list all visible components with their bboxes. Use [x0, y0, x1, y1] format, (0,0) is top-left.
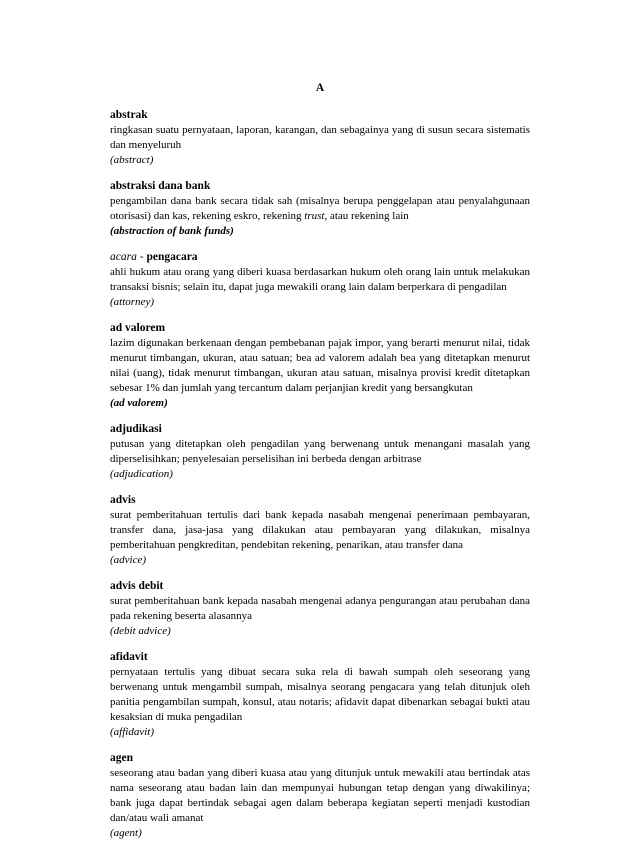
glossary-page	[110, 82, 530, 852]
entry-term: pengacara	[146, 251, 198, 263]
entry-definition: lazim digunakan berkenaan dengan pembebanan pajak impor, yang berarti menurut nilai, tidak menurut timbangan, ukuran, atau satuan; bea ad valorem adalah bea yang ditetapkan menurut nilai (uang), tidak menurut timbangan, ukuran atau satuan, misalnya provisi kredit ditetapkan sebesar 1% dan jumlah yang tercantum dalam perjanjian kredit yang bersangkutan	[110, 337, 530, 394]
entry-term: advis	[110, 494, 136, 506]
glossary-entry	[110, 650, 530, 740]
glossary-entry	[110, 108, 530, 168]
entry-definition: surat pemberitahuan bank kepada nasabah mengenai adanya pengurangan atau perubahan dana pada rekening beserta alasannya	[110, 595, 530, 622]
definition-text: pengambilan dana bank secara tidak sah (misalnya berupa penggelapan atau penyalahgunaan otorisasi) dan kas, rekening eskro, rekening	[110, 195, 530, 222]
entry-english-term: (attorney)	[110, 296, 154, 308]
entry-term: abstrak	[110, 109, 148, 121]
section-letter-heading: A	[315, 82, 325, 94]
entry-term: adjudikasi	[110, 423, 162, 435]
entry-english-term: (adjudication)	[110, 468, 173, 480]
entry-definition: pernyataan tertulis yang dibuat secara suka rela di bawah sumpah oleh seseorang yang berwenang untuk mengambil sumpah, misalnya seorang pengacara yang telah ditunjuk oleh panitia pengambilan sumpah, konsul, atau notaris; afidavit dapat dibenarkan sebagai bukti atau kesaksian di muka pengadilan	[110, 666, 530, 723]
glossary-entry	[110, 321, 530, 411]
entry-definition: ahli hukum atau orang yang diberi kuasa berdasarkan hukum oleh orang lain untuk melakukan transaksi bisnis; selain itu, dapat juga mewakili orang lain dalam berperkara di pengadilan	[110, 266, 530, 293]
entry-term: agen	[110, 752, 133, 764]
entry-definition	[110, 194, 530, 224]
entry-english-term: (abstraction of bank funds)	[110, 225, 234, 237]
entry-definition: surat pemberitahuan tertulis dari bank kepada nasabah mengenai penerimaan pembayaran, transfer dana, jasa-jasa yang dilakukan atau pembayaran yang dilakukan, misalnya pemberitahuan pengkreditan, pendebitan rekening, penarikan, atau transfer dana	[110, 509, 530, 551]
glossary-entry	[110, 422, 530, 482]
glossary-entry	[110, 493, 530, 568]
entry-english-term: (ad valorem)	[110, 397, 168, 409]
entry-term-line	[110, 250, 530, 265]
entry-definition: seseorang atau badan yang diberi kuasa atau yang ditunjuk untuk mewakili atau bertindak atas nama seseorang atau badan lain dan mempunyai hubungan tetap dengan yang diwakilinya; bank juga dapat bertindak sebagai agen dalam beberapa kegiatan seperti menjadi kustodian dan/atau wali amanat	[110, 767, 530, 824]
glossary-entry	[110, 250, 530, 310]
definition-text: atau rekening lain	[327, 210, 409, 222]
entry-english-term: (agent)	[110, 827, 142, 839]
glossary-entry	[110, 751, 530, 841]
entry-english-term: (advice)	[110, 554, 147, 566]
entry-english-term: (debit advice)	[110, 625, 171, 637]
entry-definition: putusan yang ditetapkan oleh pengadilan yang berwenang untuk menangani masalah yang diperselisihkan; penyelesaian perselisihan ini berbeda dengan arbitrase	[110, 438, 530, 465]
entry-term: afidavit	[110, 651, 148, 663]
entry-term-alias: acara	[110, 251, 137, 263]
entry-term-separator: -	[136, 251, 147, 263]
entry-term: abstraksi dana bank	[110, 180, 211, 192]
entry-term: ad valorem	[110, 322, 166, 334]
glossary-entry	[110, 179, 530, 239]
definition-italic-text: trust,	[304, 210, 328, 222]
entry-english-term: (abstract)	[110, 154, 154, 166]
entry-english-term: (affidavit)	[110, 726, 154, 738]
entry-term: advis debit	[110, 580, 164, 592]
entry-definition: ringkasan suatu pernyataan, laporan, karangan, dan sebagainya yang di susun secara sistematis dan menyeluruh	[110, 124, 530, 151]
glossary-entry	[110, 579, 530, 639]
